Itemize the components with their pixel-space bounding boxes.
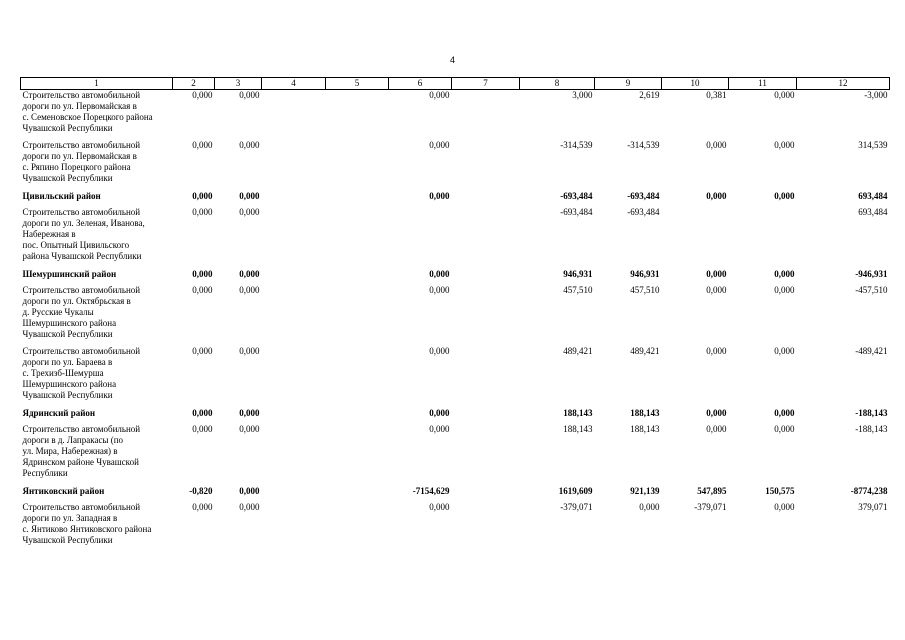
district-row xyxy=(21,190,890,207)
cell-col-4 xyxy=(262,140,326,190)
cell-col-2: 0,000 xyxy=(192,408,213,418)
cell-col-5 xyxy=(326,207,389,268)
cell-col-4 xyxy=(262,285,326,346)
cell-col-4 xyxy=(262,502,326,552)
cell-col-8: -314,539 xyxy=(560,140,593,150)
name-line: Строительство автомобильной xyxy=(22,90,141,100)
cell-col-11 xyxy=(729,207,797,268)
cell-col-9: -693,484 xyxy=(627,191,660,201)
cell-col-8: -693,484 xyxy=(560,207,593,217)
table-row xyxy=(21,285,890,346)
cell-col-9: 946,931 xyxy=(630,269,660,279)
cell-col-12: -457,510 xyxy=(855,285,888,295)
cell-col-11: 0,000 xyxy=(774,191,795,201)
cell-col-4 xyxy=(262,346,326,407)
district-name xyxy=(21,485,173,502)
cell-col-5 xyxy=(326,140,389,190)
column-header-9: 9 xyxy=(595,78,662,90)
name-line: Строительство автомобильной xyxy=(22,502,141,512)
column-header-8: 8 xyxy=(520,78,595,90)
table-row xyxy=(21,90,890,141)
cell-col-11: 0,000 xyxy=(774,285,795,295)
name-line: с. Семеновское Порецкого района xyxy=(22,112,153,122)
name-line: дороги в д. Лапракасы (по xyxy=(22,435,124,445)
column-header-6: 6 xyxy=(389,78,452,90)
cell-col-3: 0,000 xyxy=(239,486,260,496)
cell-col-10: 0,381 xyxy=(706,90,727,100)
cell-col-3: 0,000 xyxy=(239,346,260,356)
project-name xyxy=(21,285,173,346)
name-line: Шемуршинского района xyxy=(22,318,117,328)
name-line: Чувашской Республики xyxy=(22,390,113,400)
cell-col-6: 0,000 xyxy=(429,424,450,434)
cell-col-9: 2,619 xyxy=(639,90,660,100)
cell-col-6: -7154,629 xyxy=(412,486,450,496)
name-line: Чувашской Республики xyxy=(22,329,113,339)
cell-col-5 xyxy=(326,190,389,207)
cell-col-3: 0,000 xyxy=(239,191,260,201)
cell-col-6: 0,000 xyxy=(429,285,450,295)
name-line: Строительство автомобильной xyxy=(22,207,141,217)
cell-col-12: -188,143 xyxy=(855,408,888,418)
cell-col-7 xyxy=(452,424,520,485)
cell-col-5 xyxy=(326,268,389,285)
cell-col-2: 0,000 xyxy=(192,140,213,150)
name-line: дороги по ул. Первомайская в xyxy=(22,151,137,161)
column-header-4: 4 xyxy=(262,78,326,90)
cell-col-4 xyxy=(262,407,326,424)
cell-col-8: -693,484 xyxy=(560,191,593,201)
column-header-7: 7 xyxy=(452,78,520,90)
name-line: с. Янтиково Янтиковского района xyxy=(22,524,152,534)
cell-col-11: 0,000 xyxy=(774,408,795,418)
cell-col-9: 0,000 xyxy=(639,502,660,512)
cell-col-12: 693,484 xyxy=(858,191,888,201)
name-line: района Чувашской Республики xyxy=(22,251,142,261)
column-header-11: 11 xyxy=(729,78,797,90)
cell-col-4 xyxy=(262,424,326,485)
cell-col-12: -946,931 xyxy=(855,269,888,279)
name-line: пос. Опытный Цивильского xyxy=(22,240,130,250)
name-line: дороги по ул. Октябрьская в xyxy=(22,296,131,306)
cell-col-7 xyxy=(452,485,520,502)
name-line: Набережная в xyxy=(22,229,76,239)
budget-table xyxy=(20,77,890,552)
table-row xyxy=(21,502,890,552)
cell-col-8: 188,143 xyxy=(563,424,593,434)
cell-col-6: 0,000 xyxy=(429,408,450,418)
district-row xyxy=(21,485,890,502)
cell-col-11: 0,000 xyxy=(774,424,795,434)
cell-col-2: 0,000 xyxy=(192,207,213,217)
name-line: дороги по ул. Западная в xyxy=(22,513,118,523)
cell-col-5 xyxy=(326,485,389,502)
cell-col-7 xyxy=(452,285,520,346)
cell-col-10: 0,000 xyxy=(706,285,727,295)
cell-col-11: 0,000 xyxy=(774,502,795,512)
name-line: дороги по ул. Первомайская в xyxy=(22,101,137,111)
cell-col-7 xyxy=(452,90,520,141)
table-row xyxy=(21,207,890,268)
table-row xyxy=(21,424,890,485)
cell-col-2: 0,000 xyxy=(192,90,213,100)
table-row xyxy=(21,140,890,190)
district-row xyxy=(21,407,890,424)
district-name xyxy=(21,268,173,285)
cell-col-11: 0,000 xyxy=(774,346,795,356)
name-line: Ядринском районе Чувашской xyxy=(22,457,139,467)
cell-col-3: 0,000 xyxy=(239,502,260,512)
cell-col-5 xyxy=(326,346,389,407)
cell-col-3: 0,000 xyxy=(239,285,260,295)
project-name xyxy=(21,90,173,141)
project-name xyxy=(21,140,173,190)
cell-col-7 xyxy=(452,140,520,190)
name-line: ул. Мира, Набережная) в xyxy=(22,446,118,456)
name-line: Строительство автомобильной xyxy=(22,346,141,356)
cell-col-2: 0,000 xyxy=(192,191,213,201)
district-row xyxy=(21,268,890,285)
name-line: с. Трехизб-Шемурша xyxy=(22,368,104,378)
cell-col-10: 0,000 xyxy=(706,191,727,201)
name-line: Чувашской Республики xyxy=(22,123,113,133)
name-line: д. Русские Чукалы xyxy=(22,307,94,317)
cell-col-6: 0,000 xyxy=(429,140,450,150)
cell-col-10 xyxy=(662,207,729,268)
name-line: Цивильский район xyxy=(22,191,101,201)
cell-col-4 xyxy=(262,485,326,502)
cell-col-11: 0,000 xyxy=(774,90,795,100)
cell-col-8: 489,421 xyxy=(563,346,593,356)
cell-col-9: 457,510 xyxy=(630,285,660,295)
cell-col-7 xyxy=(452,268,520,285)
cell-col-2: -0,820 xyxy=(189,486,213,496)
cell-col-10: 0,000 xyxy=(706,346,727,356)
cell-col-5 xyxy=(326,90,389,141)
cell-col-9: -693,484 xyxy=(627,207,660,217)
cell-col-2: 0,000 xyxy=(192,285,213,295)
cell-col-10: 0,000 xyxy=(706,140,727,150)
cell-col-5 xyxy=(326,285,389,346)
name-line: Чувашской Республики xyxy=(22,173,113,183)
cell-col-6: 0,000 xyxy=(429,346,450,356)
cell-col-4 xyxy=(262,90,326,141)
project-name xyxy=(21,207,173,268)
cell-col-11: 0,000 xyxy=(774,269,795,279)
column-header-1: 1 xyxy=(21,78,173,90)
cell-col-11: 0,000 xyxy=(774,140,795,150)
cell-col-8: 946,931 xyxy=(563,269,593,279)
cell-col-5 xyxy=(326,424,389,485)
cell-col-10: 0,000 xyxy=(706,269,727,279)
cell-col-7 xyxy=(452,346,520,407)
cell-col-7 xyxy=(452,407,520,424)
cell-col-6: 0,000 xyxy=(429,191,450,201)
cell-col-9: 188,143 xyxy=(630,408,660,418)
cell-col-2: 0,000 xyxy=(192,346,213,356)
table-body xyxy=(21,90,890,553)
cell-col-12: 693,484 xyxy=(858,207,888,217)
cell-col-12: -3,000 xyxy=(864,90,888,100)
name-line: дороги по ул. Зеленая, Иванова, xyxy=(22,218,145,228)
cell-col-7 xyxy=(452,502,520,552)
table-row xyxy=(21,346,890,407)
cell-col-8: -379,071 xyxy=(560,502,593,512)
cell-col-5 xyxy=(326,502,389,552)
page-number: 4 xyxy=(449,55,455,65)
cell-col-8: 3,000 xyxy=(572,90,593,100)
cell-col-6: 0,000 xyxy=(429,502,450,512)
cell-col-8: 1619,609 xyxy=(558,486,593,496)
cell-col-3: 0,000 xyxy=(239,140,260,150)
name-line: дороги по ул. Бараева в xyxy=(22,357,113,367)
cell-col-3: 0,000 xyxy=(239,424,260,434)
name-line: Чувашской Республики xyxy=(22,535,113,545)
cell-col-3: 0,000 xyxy=(239,269,260,279)
cell-col-12: 379,071 xyxy=(858,502,888,512)
cell-col-12: -8774,238 xyxy=(850,486,888,496)
cell-col-2: 0,000 xyxy=(192,269,213,279)
cell-col-11: 150,575 xyxy=(765,486,795,496)
cell-col-9: 489,421 xyxy=(630,346,660,356)
column-header-12: 12 xyxy=(797,78,890,90)
column-header-5: 5 xyxy=(326,78,389,90)
column-header-3: 3 xyxy=(215,78,262,90)
cell-col-7 xyxy=(452,207,520,268)
name-line: Шемуршинского района xyxy=(22,379,117,389)
project-name xyxy=(21,424,173,485)
name-line: Строительство автомобильной xyxy=(22,424,141,434)
cell-col-10: -379,071 xyxy=(694,502,727,512)
name-line: Строительство автомобильной xyxy=(22,285,141,295)
project-name xyxy=(21,502,173,552)
name-line: Янтиковский район xyxy=(22,486,105,496)
cell-col-12: -489,421 xyxy=(855,346,888,356)
district-name xyxy=(21,407,173,424)
cell-col-10: 547,895 xyxy=(697,486,727,496)
name-line: Ядринский район xyxy=(22,408,96,418)
cell-col-9: -314,539 xyxy=(627,140,660,150)
name-line: Строительство автомобильной xyxy=(22,140,141,150)
cell-col-12: 314,539 xyxy=(858,140,888,150)
name-line: Республики xyxy=(22,468,68,478)
project-name xyxy=(21,346,173,407)
cell-col-2: 0,000 xyxy=(192,424,213,434)
cell-col-3: 0,000 xyxy=(239,408,260,418)
column-header-2: 2 xyxy=(173,78,215,90)
cell-col-9: 921,139 xyxy=(630,486,660,496)
name-line: с. Ряпино Порецкого района xyxy=(22,162,131,172)
name-line: Шемуршинский район xyxy=(22,269,117,279)
cell-col-2: 0,000 xyxy=(192,502,213,512)
cell-col-6: 0,000 xyxy=(429,90,450,100)
cell-col-4 xyxy=(262,268,326,285)
cell-col-5 xyxy=(326,407,389,424)
cell-col-6 xyxy=(389,207,452,268)
district-name xyxy=(21,190,173,207)
cell-col-10: 0,000 xyxy=(706,424,727,434)
cell-col-10: 0,000 xyxy=(706,408,727,418)
cell-col-9: 188,143 xyxy=(630,424,660,434)
cell-col-6: 0,000 xyxy=(429,269,450,279)
column-header-10: 10 xyxy=(662,78,729,90)
cell-col-4 xyxy=(262,190,326,207)
table-header-row xyxy=(21,78,890,90)
cell-col-3: 0,000 xyxy=(239,207,260,217)
cell-col-3: 0,000 xyxy=(239,90,260,100)
cell-col-8: 457,510 xyxy=(563,285,593,295)
cell-col-7 xyxy=(452,190,520,207)
cell-col-4 xyxy=(262,207,326,268)
cell-col-8: 188,143 xyxy=(563,408,593,418)
cell-col-12: -188,143 xyxy=(855,424,888,434)
